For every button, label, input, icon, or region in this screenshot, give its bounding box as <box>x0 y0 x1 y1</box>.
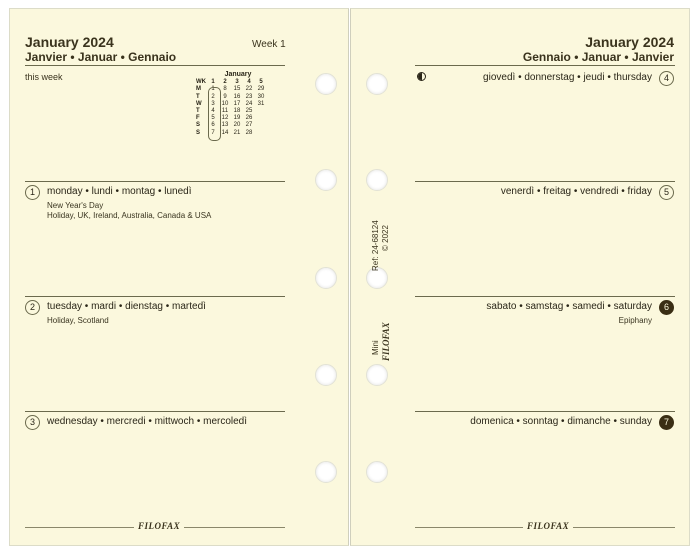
mini-calendar-date: 19 <box>233 115 241 122</box>
mini-calendar-date: 24 <box>245 100 253 107</box>
day-rule <box>25 296 285 297</box>
punch-hole <box>366 364 388 386</box>
header-rule <box>25 65 285 66</box>
mini-calendar-date: 1 <box>211 86 215 93</box>
mini-calendar-date: 18 <box>233 108 241 115</box>
punch-hole <box>315 461 337 483</box>
day-rule <box>415 181 675 182</box>
mini-calendar-date: 7 <box>211 129 215 136</box>
mini-calendar-month: January <box>224 71 252 78</box>
punch-hole <box>315 364 337 386</box>
mini-calendar-date: 31 <box>257 100 265 107</box>
mini-calendar-date: 30 <box>257 93 265 100</box>
mini-calendar-date: 25 <box>245 108 253 115</box>
day-rule <box>25 411 285 412</box>
mini-calendar-week-number: 1 <box>211 79 215 86</box>
mini-calendar-week-number: 5 <box>259 79 263 86</box>
mini-calendar-day: S <box>196 122 201 129</box>
mini-calendar-date: 9 <box>223 93 227 100</box>
page-title: January 2024 <box>25 34 114 50</box>
mini-calendar-wk-header: WK <box>196 79 206 86</box>
reference-number: Ref: 24-68124 <box>371 220 380 271</box>
day-note: Holiday, Scotland <box>47 316 109 325</box>
mini-calendar-date: 17 <box>233 100 241 107</box>
copyright-text: © 2022 <box>381 225 390 251</box>
day-number-badge: 6 <box>659 300 674 315</box>
punch-hole <box>315 169 337 191</box>
right-page <box>350 8 690 546</box>
mini-calendar-date: 27 <box>245 122 253 129</box>
day-name: sabato • samstag • samedi • saturday <box>486 301 652 312</box>
brand-logo: FILOFAX <box>134 521 184 531</box>
mini-calendar-week-number: 2 <box>223 79 227 86</box>
day-name: domenica • sonntag • dimanche • sunday <box>470 416 652 427</box>
day-note: Holiday, UK, Ireland, Australia, Canada & USA <box>47 211 212 220</box>
mini-calendar-date: 5 <box>211 115 215 122</box>
page-subtitle: Janvier • Januar • Gennaio <box>25 50 177 64</box>
day-number-badge: 3 <box>25 415 40 430</box>
page-title: January 2024 <box>585 34 674 50</box>
day-rule <box>25 181 285 182</box>
spine-brand-logo: FILOFAX <box>381 322 391 361</box>
mini-calendar-date: 16 <box>233 93 241 100</box>
punch-hole <box>366 73 388 95</box>
day-number-badge: 7 <box>659 415 674 430</box>
day-rule <box>415 296 675 297</box>
mini-calendar-date: 12 <box>221 115 229 122</box>
day-name: venerdì • freitag • vendredi • friday <box>500 186 652 197</box>
first-quarter-moon-icon <box>417 72 426 81</box>
day-name: giovedì • donnerstag • jeudi • thursday <box>483 72 652 83</box>
punch-hole <box>315 73 337 95</box>
punch-hole <box>315 267 337 289</box>
mini-calendar-day: T <box>196 93 200 100</box>
mini-calendar-day: F <box>196 115 200 122</box>
brand-logo: FILOFAX <box>523 521 573 531</box>
mini-calendar-date: 22 <box>245 86 253 93</box>
day-note: Epiphany <box>618 316 652 325</box>
punch-hole <box>366 461 388 483</box>
current-week-highlight <box>208 87 221 141</box>
day-note: New Year's Day <box>47 201 104 210</box>
mini-calendar-date <box>255 122 267 129</box>
mini-calendar-date: 10 <box>221 100 229 107</box>
day-name: tuesday • mardi • dienstag • martedì <box>47 301 206 312</box>
mini-calendar-date <box>255 115 267 122</box>
mini-calendar-date: 15 <box>233 86 241 93</box>
mini-calendar-date: 23 <box>245 93 253 100</box>
mini-calendar-day: S <box>196 129 201 136</box>
mini-calendar-date: 11 <box>221 108 229 115</box>
page-subtitle: Gennaio • Januar • Janvier <box>522 50 674 64</box>
mini-calendar-date: 21 <box>233 129 241 136</box>
day-rule <box>415 411 675 412</box>
mini-calendar-date <box>255 108 267 115</box>
week-label: Week 1 <box>252 39 286 50</box>
mini-calendar-day: M <box>196 86 201 93</box>
mini-calendar-date: 4 <box>211 108 215 115</box>
mini-calendar-date: 29 <box>257 86 265 93</box>
mini-calendar-date: 28 <box>245 129 253 136</box>
mini-calendar-date <box>255 130 267 137</box>
mini-calendar-date: 26 <box>245 115 253 122</box>
mini-calendar-week-number: 4 <box>247 79 251 86</box>
mini-calendar-date: 14 <box>221 129 229 136</box>
punch-hole <box>366 169 388 191</box>
mini-calendar-date: 20 <box>233 122 241 129</box>
mini-calendar-date: 3 <box>211 100 215 107</box>
day-number-badge: 1 <box>25 185 40 200</box>
mini-calendar-day: T <box>196 108 200 115</box>
week-notes-label: this week <box>25 72 63 82</box>
mini-calendar-day: W <box>196 100 202 107</box>
mini-calendar-date: 8 <box>223 86 227 93</box>
day-name: monday • lundi • montag • lunedì <box>47 186 192 197</box>
day-name: wednesday • mercredi • mittwoch • mercoledì <box>47 416 248 427</box>
mini-calendar-date: 6 <box>211 122 215 129</box>
mini-calendar-week-number: 3 <box>235 79 239 86</box>
header-rule <box>415 65 675 66</box>
left-page <box>9 8 349 546</box>
size-label: Mini <box>371 340 380 355</box>
mini-calendar-date: 13 <box>221 122 229 129</box>
mini-calendar <box>196 71 267 137</box>
day-number-badge: 2 <box>25 300 40 315</box>
day-number-badge: 5 <box>659 185 674 200</box>
mini-calendar-date: 2 <box>211 93 215 100</box>
day-number-badge: 4 <box>659 71 674 86</box>
